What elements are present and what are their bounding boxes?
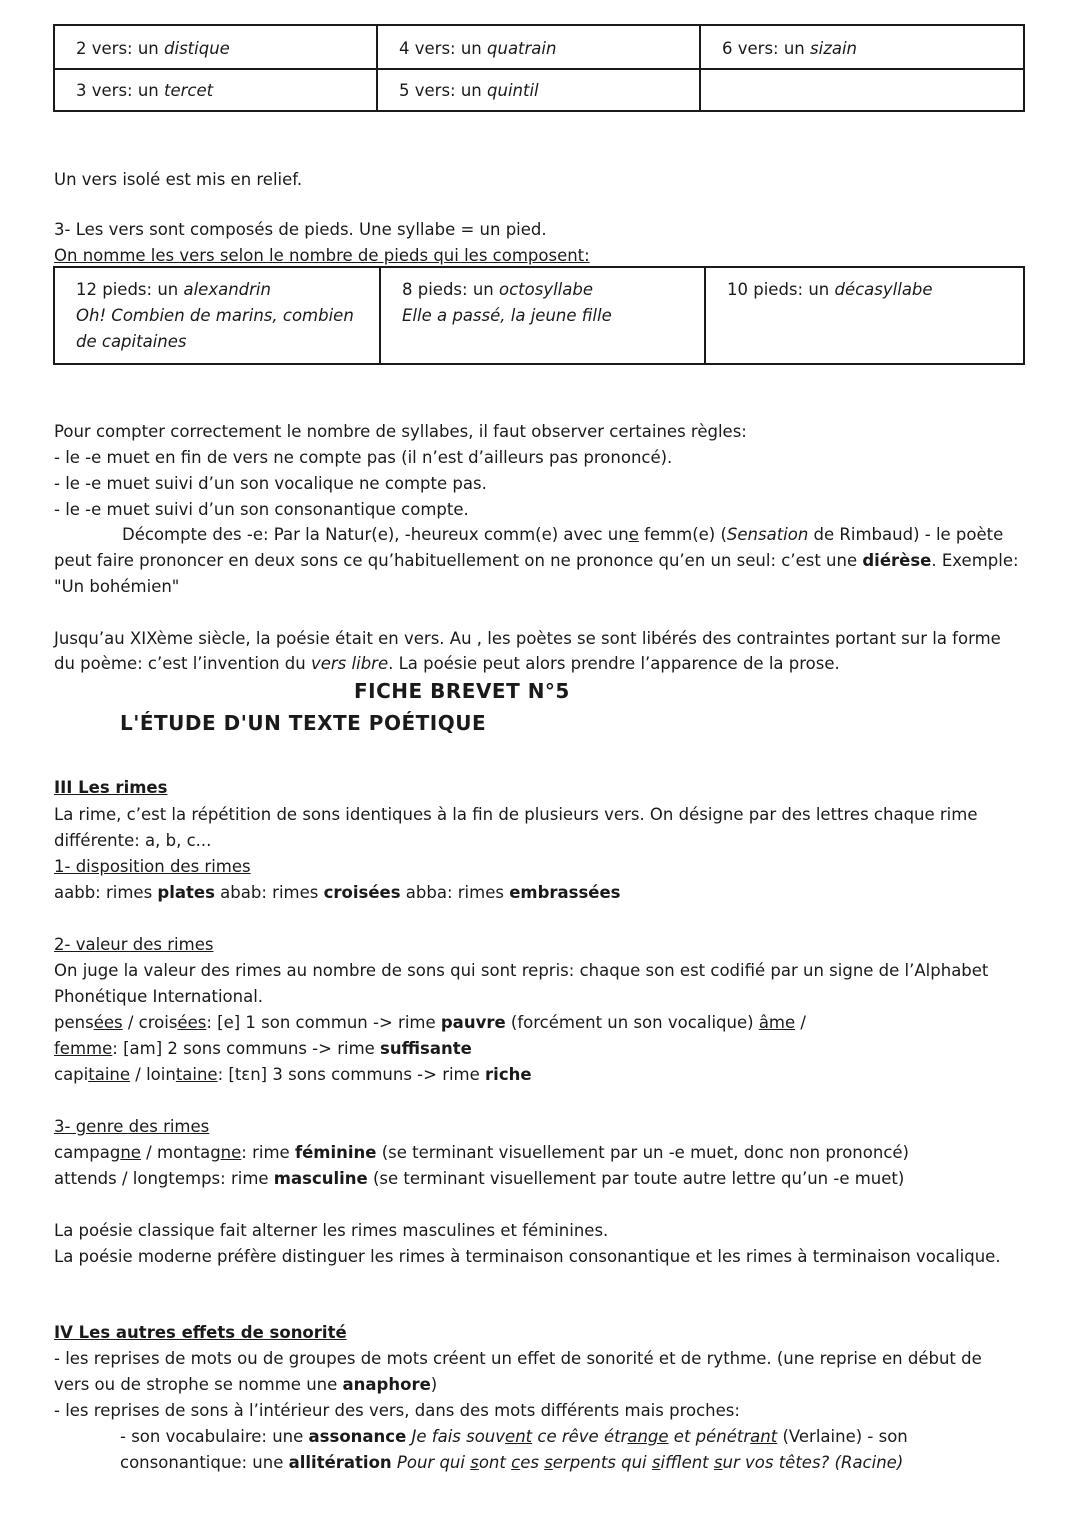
subsection-heading: 2- valeur des rimes xyxy=(54,935,214,954)
subsection-heading: 1- disposition des rimes xyxy=(54,857,251,876)
list-item: - son vocabulaire: une assonance Je fais souvent ce rêve étrange et pénétrant (Verlaine) - son xyxy=(120,1427,908,1446)
paragraph: campagne / montagne: rime féminine (se terminant visuellement par un -e muet, donc non prononcé) xyxy=(54,1143,909,1162)
strophe-table xyxy=(53,24,1025,112)
paragraph: Un vers isolé est mis en relief. xyxy=(54,170,303,189)
paragraph: La poésie moderne préfère distinguer les rimes à terminaison consonantique et les rimes à terminaison vocalique. xyxy=(54,1247,1001,1266)
paragraph: différente: a, b, c... xyxy=(54,831,212,850)
paragraph: aabb: rimes plates abab: rimes croisées abba: rimes embrassées xyxy=(54,883,621,902)
paragraph: peut faire prononcer en deux sons ce qu’habituellement on ne prononce qu’en un seul: c’est une diérèse. Exemple: xyxy=(54,551,1019,570)
table-cell: 3 vers: un tercet xyxy=(54,69,377,111)
paragraph: femme: [am] 2 sons communs -> rime suffisante xyxy=(54,1039,472,1058)
list-item: - les reprises de mots ou de groupes de mots créent un effet de sonorité et de rythme. (une reprise en début de xyxy=(54,1349,982,1368)
paragraph: "Un bohémien" xyxy=(54,577,180,596)
paragraph: On juge la valeur des rimes au nombre de sons qui sont repris: chaque son est codifié par un signe de l’Alphabet xyxy=(54,961,989,980)
table-cell: 5 vers: un quintil xyxy=(377,69,700,111)
pieds-table xyxy=(53,266,1025,365)
table-cell: 12 pieds: un alexandrin Oh! Combien de marins, combien de capitaines xyxy=(54,267,380,364)
table-row xyxy=(54,25,1024,69)
table-cell: 8 pieds: un octosyllabe Elle a passé, la jeune fille xyxy=(380,267,705,364)
paragraph: Décompte des -e: Par la Natur(e), -heureux comm(e) avec une femm(e) (Sensation de Rimbaud) - le poète xyxy=(122,525,1004,544)
paragraph: vers ou de strophe se nomme une anaphore) xyxy=(54,1375,438,1394)
list-item: - le -e muet suivi d’un son consonantique compte. xyxy=(54,500,469,519)
table-cell: 2 vers: un distique xyxy=(54,25,377,69)
page-subtitle: L'ÉTUDE D'UN TEXTE POÉTIQUE xyxy=(120,711,487,735)
list-item: - le -e muet suivi d’un son vocalique ne compte pas. xyxy=(54,474,487,493)
list-item: - les reprises de sons à l’intérieur des vers, dans des mots différents mais proches: xyxy=(54,1401,740,1420)
section-heading: IV Les autres effets de sonorité xyxy=(54,1323,347,1342)
subsection-heading: 3- genre des rimes xyxy=(54,1117,210,1136)
paragraph: capitaine / lointaine: [tɛn] 3 sons communs -> rime riche xyxy=(54,1065,532,1084)
section-heading: III Les rimes xyxy=(54,778,168,797)
table-cell xyxy=(700,69,1024,111)
paragraph: La rime, c’est la répétition de sons identiques à la fin de plusieurs vers. On désigne par des lettres chaque rime xyxy=(54,805,978,824)
table-cell: 6 vers: un sizain xyxy=(700,25,1024,69)
table-cell: 4 vers: un quatrain xyxy=(377,25,700,69)
paragraph: du poème: c’est l’invention du vers libre. La poésie peut alors prendre l’apparence de la prose. xyxy=(54,654,840,673)
paragraph: On nomme les vers selon le nombre de pieds qui les composent: xyxy=(54,246,590,265)
page-title: FICHE BREVET N°5 xyxy=(354,679,570,703)
paragraph: consonantique: une allitération Pour qui sont ces serpents qui sifflent sur vos têtes? (Racine) xyxy=(120,1453,904,1472)
paragraph: Pour compter correctement le nombre de syllabes, il faut observer certaines règles: xyxy=(54,422,747,441)
paragraph: pensées / croisées: [e] 1 son commun -> rime pauvre (forcément un son vocalique) âme / xyxy=(54,1013,806,1032)
table-row xyxy=(54,267,1024,364)
table-row xyxy=(54,69,1024,111)
list-item: - le -e muet en fin de vers ne compte pas (il n’est d’ailleurs pas prononcé). xyxy=(54,448,673,467)
table-cell: 10 pieds: un décasyllabe xyxy=(705,267,1024,364)
paragraph: Jusqu’au XIXème siècle, la poésie était en vers. Au , les poètes se sont libérés des contraintes portant sur la forme xyxy=(54,629,1001,648)
paragraph: La poésie classique fait alterner les rimes masculines et féminines. xyxy=(54,1221,609,1240)
paragraph: Phonétique International. xyxy=(54,987,264,1006)
paragraph: 3- Les vers sont composés de pieds. Une syllabe = un pied. xyxy=(54,220,547,239)
paragraph: attends / longtemps: rime masculine (se terminant visuellement par toute autre lettre qu’un -e muet) xyxy=(54,1169,905,1188)
